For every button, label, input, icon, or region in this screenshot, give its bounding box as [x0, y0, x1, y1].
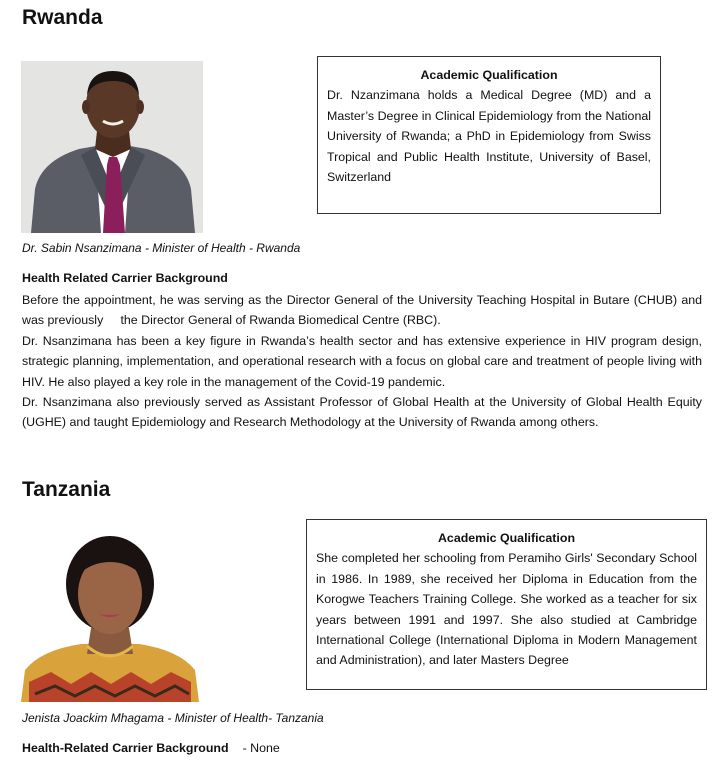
country-heading-tanzania: Tanzania: [22, 478, 111, 501]
country-heading-rwanda: Rwanda: [22, 6, 103, 29]
background-body-rwanda: [22, 290, 702, 433]
background-paragraph: Before the appointment, he was serving as the Director General of the University Teaching Hospital in Butare (CHUB) and was previously the Director General of Rwanda Biomedical Centre (RBC).: [22, 293, 702, 328]
photo-caption-tanzania: Jenista Joackim Mhagama - Minister of Health- Tanzania: [22, 711, 324, 725]
background-value: - None: [242, 741, 280, 755]
background-paragraph: Dr. Nsanzimana also previously served as Assistant Professor of Global Health at the University of Global Health Equity (UGHE) and taught Epidemiology and Research Methodology at the University of Rwanda among others.: [22, 395, 702, 430]
background-heading-label: Health-Related Carrier Background: [22, 741, 229, 755]
academic-qualification-box-tanzania: [306, 519, 707, 690]
background-heading-tanzania: [22, 741, 280, 755]
minister-photo-tanzania: [21, 532, 199, 702]
minister-photo-rwanda: [21, 61, 203, 233]
qualification-title: Academic Qualification: [420, 68, 558, 82]
academic-qualification-box-rwanda: [317, 56, 661, 214]
background-heading-rwanda: Health Related Carrier Background: [22, 271, 228, 285]
qualification-title: Academic Qualification: [437, 531, 576, 545]
photo-caption-rwanda: Dr. Sabin Nsanzimana - Minister of Health - Rwanda: [22, 241, 301, 255]
background-paragraph: Dr. Nsanzimana has been a key figure in Rwanda’s health sector and has extensive experience in HIV program design, strategic planning, implementation, and operational research with a focus on global care and treatment of people living with HIV. He also played a key role in the management of the Covid-19 pandemic.: [22, 333, 702, 389]
qualification-text: She completed her schooling from Peramiho Girls' Secondary School in 1986. In 1989, she received her Diploma in Education from the Korogwe Teachers Training College. She worked as a teacher for six years between 1991 and 1997. She also studied at Cambridge International College (International Diploma in Modern Management and Administration), and later Masters Degree: [316, 551, 697, 668]
qualification-text: Dr. Nzanzimana holds a Medical Degree (MD) and a Master’s Degree in Clinical Epidemiology from the National University of Rwanda; a PhD in Epidemiology from Swiss Tropical and Public Health Institute, University of Basel, Switzerland: [327, 88, 651, 185]
